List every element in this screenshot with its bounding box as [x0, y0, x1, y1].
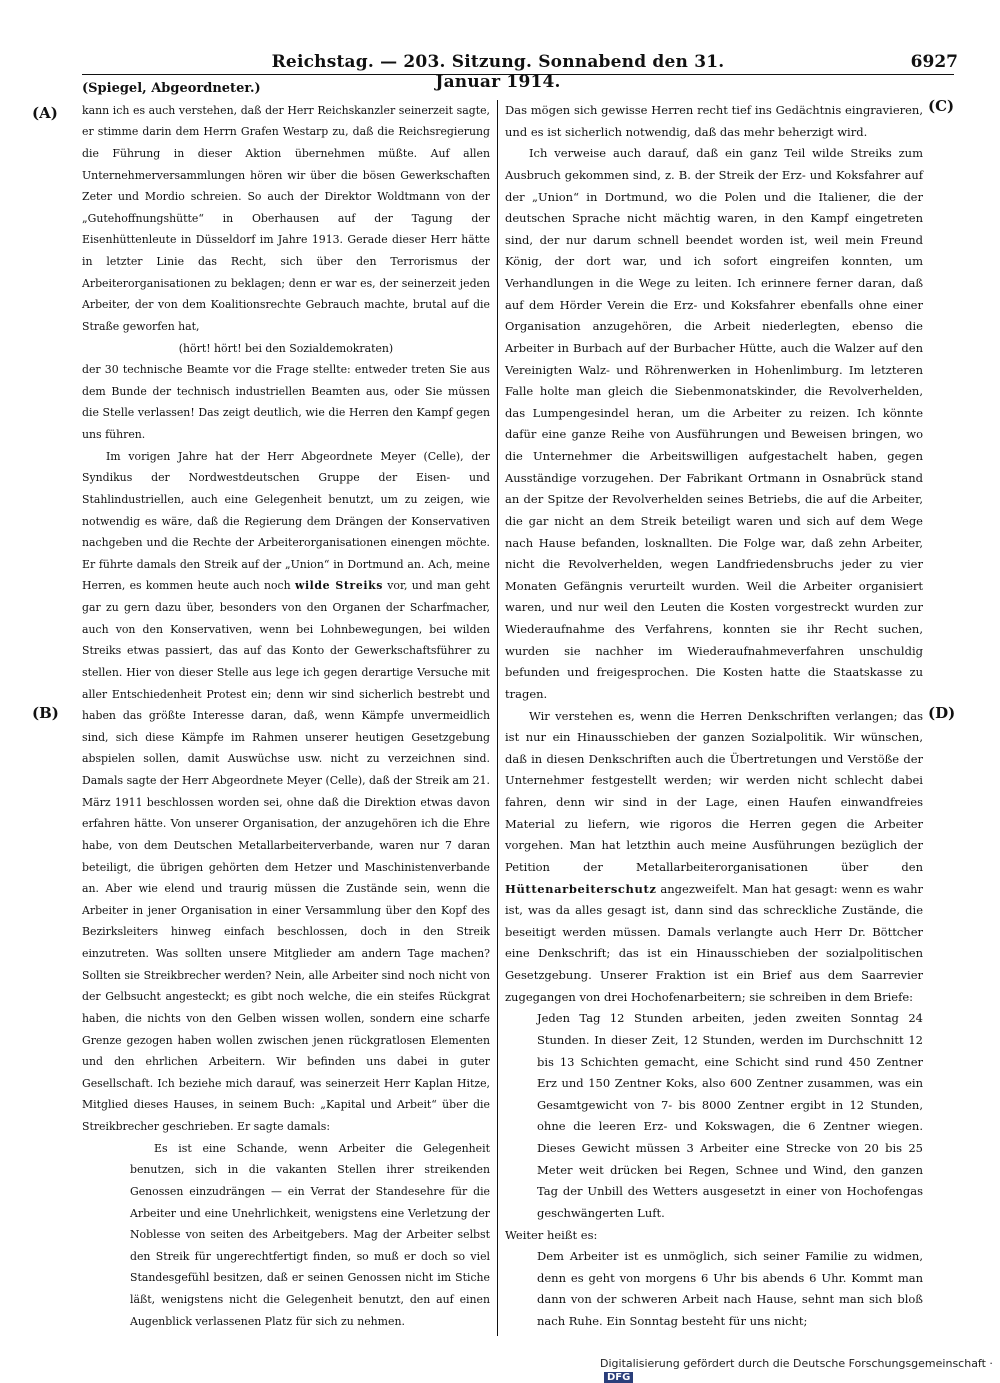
left-quote: Es ist eine Schande, wenn Arbeiter die Gelegenheit benutzen, sich in die vakanten Stellen ihrer streikenden Genossen einzudrängen — ein Verrat der Standesehre für die Arbeiter und eine Unehrlichkeit, wenigstens eine Verletzung der Noblesse von seiten des Arbeitgebers. Mag der Arbeiter selbst den Streik für ungerechtfertigt finden, so muß er doch so viel Standesgefühl besitzen, daß er seinen Genossen nicht im Stiche läßt, wenigstens nicht die Gelegenheit benutzt, den auf einen Augenblick verlassenen Platz für sich zu nehmen.	[130, 1141, 490, 1328]
margin-marker-a: (A)	[32, 104, 58, 122]
margin-marker-c: (C)	[928, 97, 955, 115]
left-paragraph-1: kann ich es auch verstehen, daß der Herr Reichskanzler seinerzeit sagte, er stimme darin dem Herrn Grafen Westarp zu, daß die Reichsregierung die Führung in dieser Aktion übernehmen müßte. Auf allen Unternehmerversammlungen hören wir über die bösen Gewerkschaften Zeter und Mordio schreien. So auch der Direktor Woldtmann von der „Gutehoffnungshütte“ in Oberhausen auf der Tagung der Eisenhüttenleute in Düsseldorf im Jahre 1913. Gerade dieser Herr hätte in letzter Linie das Recht, sich über den Terrorismus der Arbeiterorganisationen zu beklagen; denn er war es, der seinerzeit jeden Arbeiter, der von dem Koalitionsrechte Gebrauch machte, brutal auf die Straße geworfen hat,	[82, 103, 490, 333]
right-paragraph-2: Ich verweise auch darauf, daß ein ganz Teil wilde Streiks zum Ausbruch gekommen sind, z. B. der Streik der Erz- und Koksfahrer auf der „Union“ in Dortmund, wo die Polen und die Italiener, die der deutschen Sprache nicht mächtig waren, in den Kampf eingetreten sind, der nur darum schnell beendet worden ist, weil mein Freund König, der dort war, und ich sofort eingreifen konnten, um Verhandlungen in die Wege zu leiten. Ich erinnere ferner daran, daß auf dem Hörder Verein die Erz- und Koksfahrer ebenfalls ohne einer Organisation anzugehören, die Arbeit niederlegten, ebenso die Arbeiter in Burbach auf der Burbacher Hütte, auch die Walzer auf den Vereinigten Walz- und Röhrenwerken in Hohenlimburg. Im letzteren Falle holte man gleich die Siebenmonatskinder, die Revolverhelden, das Lumpengesindel heran, um die Arbeiter zu reizen. Ich könnte dafür eine ganze Reihe von Ausführungen und Beweisen bringen, wo die Unternehmer die Arbeitswilligen aufgestachelt haben, gegen Ausständige vorzugehen. Der Fabrikant Ortmann in Osnabrück stand an der Spitze der Revolverhelden seines Betriebs, die auf die Arbeiter, die gar nicht an dem Streik beteiligt waren und sich auf dem Wege nach Hause befanden, losknallten. Die Folge war, daß zehn Arbeiter, nicht die Revolverhelden, wegen Landfriedensbruchs jeder zu vier Monaten Gefängnis verurteilt wurden. Weil die Arbeiter organisiert waren, und nur weil den Leuten die Kosten vorgestreckt wurden zur Wiederaufnahme des Verfahrens, konnten sie ihr Recht suchen, wurden sie nachher im Wiederaufnahmeverfahren unschuldig befunden und freigesprochen. Die Kosten hatte die Staatskasse zu tragen.	[505, 146, 923, 701]
dfg-logo: DFG	[604, 1372, 633, 1383]
header-rule	[82, 74, 954, 75]
footer	[600, 1357, 1000, 1383]
keyword-wilde-streiks: wilde Streiks	[294, 579, 383, 593]
right-paragraph-1: Das mögen sich gewisse Herren recht tief ins Gedächtnis eingravieren, und es ist sicherlich notwendig, daß das mehr beherzigt wird.	[505, 103, 923, 139]
right-paragraph-3a: Wir verstehen es, wenn die Herren Denkschriften verlangen; das ist nur ein Hinausschieben der ganzen Sozialpolitik. Wir wünschen, daß in diesen Denkschriften auch die Übertretungen und Verstöße der Unternehmer festgestellt werden; wir werden nicht schlecht dabei fahren, denn wir sind in der Lage, einen Haufen einwandfreies Material zu liefern, wie rigoros die Herren gegen die Arbeiter vorgehen. Man hat letzthin auch meine Ausführungen bezüglich der Petition der Metallarbeiterorganisationen über den	[505, 708, 923, 874]
right-quote-2: Dem Arbeiter ist es unmöglich, sich seiner Familie zu widmen, denn es geht von morgens 6 Uhr bis abends 6 Uhr. Kommt man dann von der schweren Arbeit nach Hause, sehnt man sich bloß nach Ruhe. Ein Sonntag besteht für uns nicht;	[537, 1249, 923, 1328]
margin-marker-b: (B)	[32, 704, 59, 722]
right-paragraph-3	[505, 706, 923, 1009]
right-paragraph-3b: angezweifelt. Man hat gesagt: wenn es wahr ist, was da alles gesagt ist, dann sind das schreckliche Zustände, die beseitigt werden müssen. Damals verlangte auch Herr Dr. Böttcher eine Denkschrift; das ist ein Hinausschieben der sozialpolitischen Gesetzgebung. Unserer Fraktion ist ein Brief aus dem Saarrevier zugegangen von drei Hochofenarbeitern; sie schreiben in dem Briefe:	[505, 881, 923, 1004]
right-quote-1: Jeden Tag 12 Stunden arbeiten, jeden zweiten Sonntag 24 Stunden. In dieser Zeit, 12 Stunden, werden im Durchschnitt 12 bis 13 Schichten gemacht, eine Schicht sind rund 450 Zentner Erz und 150 Zentner Koks, also 600 Zentner zusammen, was ein Gesamtgewicht von 7- bis 8000 Zentner ergibt in 12 Stunden, ohne die leeren Erz- und Kokswagen, die 6 Zentner wiegen. Dieses Gewicht müssen 3 Arbeiter eine Strecke von 20 bis 25 Meter weit drücken bei Regen, Schnee und Wind, den ganzen Tag der Unbill des Wetters ausgesetzt in einer von Hochofengas geschwängerten Luft.	[537, 1011, 923, 1220]
right-paragraph-4: Weiter heißt es:	[505, 1227, 598, 1242]
left-paragraph-3a: Im vorigen Jahre hat der Herr Abgeordnete Meyer (Celle), der Syndikus der Nordwestdeutschen Gruppe der Eisen- und Stahlindustriellen, auch eine Gelegenheit benutzt, um zu zeigen, wie notwendig es wäre, daß die Regierung dem Drängen der Konservativen nachgeben und die Rechte der Arbeiterorganisationen einengen möchte. Er führte damals den Streik auf der „Union“ in Dortmund an. Ach, meine Herren, es kommen heute auch noch	[82, 449, 490, 593]
page-number: 6927	[910, 52, 958, 72]
footer-text: Digitalisierung gefördert durch die Deutsche Forschungsgemeinschaft ·	[600, 1357, 993, 1370]
left-paragraph-3b: vor, und man geht gar zu gern dazu über, besonders von den Organen der Scharfmacher, auch von den Konservativen, wenn bei Lohnbewegungen, bei wilden Streiks etwas passiert, das auf das Konto der Gewerkschaftsführer zu stellen. Hier von dieser Stelle aus lege ich gegen derartige Versuche mit aller Entschiedenheit Protest ein; denn wir sind sicherlich bestrebt und haben das größte Interesse daran, daß, wenn Kämpfe unvermeidlich sind, sich diese Kämpfe im Rahmen unserer heutigen Gesetzgebung abspielen sollen, damit Auswüchse usw. nicht zu verzeichnen sind. Damals sagte der Herr Abgeordnete Meyer (Celle), daß der Streik am 21. März 1911 beschlossen worden sei, ohne daß die Direktion etwas davon erfahren hätte. Von unserer Organisation, der anzugehören ich die Ehre habe, von dem Deutschen Metallarbeiterverbande, waren nur 7 daran beteiligt, die übrigen gehörten dem Hetzer und Maschinistenverbande an. Aber wie elend und traurig müssen die Zustände sein, wenn die Arbeiter in jener Organisation in einer Versammlung über den Kopf des Bezirksleiters hinweg einfach beschlossen, doch in den Streik einzutreten. Was sollten unsere Mitglieder am andern Tage machen? Sollten sie Streikbrecher werden? Nein, alle Arbeiter sind noch nicht von der Gelbsucht angesteckt; es gibt noch welche, die ein steifes Rückgrat haben, die nichts von den Gelben wissen wollen, sondern eine scharfe Grenze gezogen haben wollen zwischen jenen rückgratlosen Elementen und den ehrlichen Arbeitern. Wir befinden uns dabei in guter Gesellschaft. Ich beziehe mich darauf, was seinerzeit Herr Kaplan Hitze, Mitglied dieses Hauses, in seinem Buch: „Kapital und Arbeit“ über die Streikbrecher geschrieben. Er sagte damals:	[82, 579, 490, 1133]
margin-marker-d: (D)	[928, 704, 956, 722]
keyword-huettenarbeiterschutz: Hüttenarbeiterschutz	[505, 881, 657, 896]
left-paragraph-3	[82, 446, 490, 1138]
column-divider	[497, 100, 498, 1336]
speaker-label: (Spiegel, Abgeordneter.)	[82, 81, 261, 96]
left-paragraph-2: der 30 technische Beamte vor die Frage stellte: entweder treten Sie aus dem Bunde der technisch industriellen Beamten aus, oder Sie müssen die Stelle verlassen! Das zeigt deutlich, wie die Herren den Kampf gegen uns führen.	[82, 363, 490, 441]
interjection: (hört! hört! bei den Sozialdemokraten)	[178, 341, 394, 355]
right-column	[505, 100, 923, 1333]
header-title: Reichstag. — 203. Sitzung. Sonnabend den 31. Januar 1914.	[271, 52, 725, 92]
left-column	[82, 78, 490, 1332]
